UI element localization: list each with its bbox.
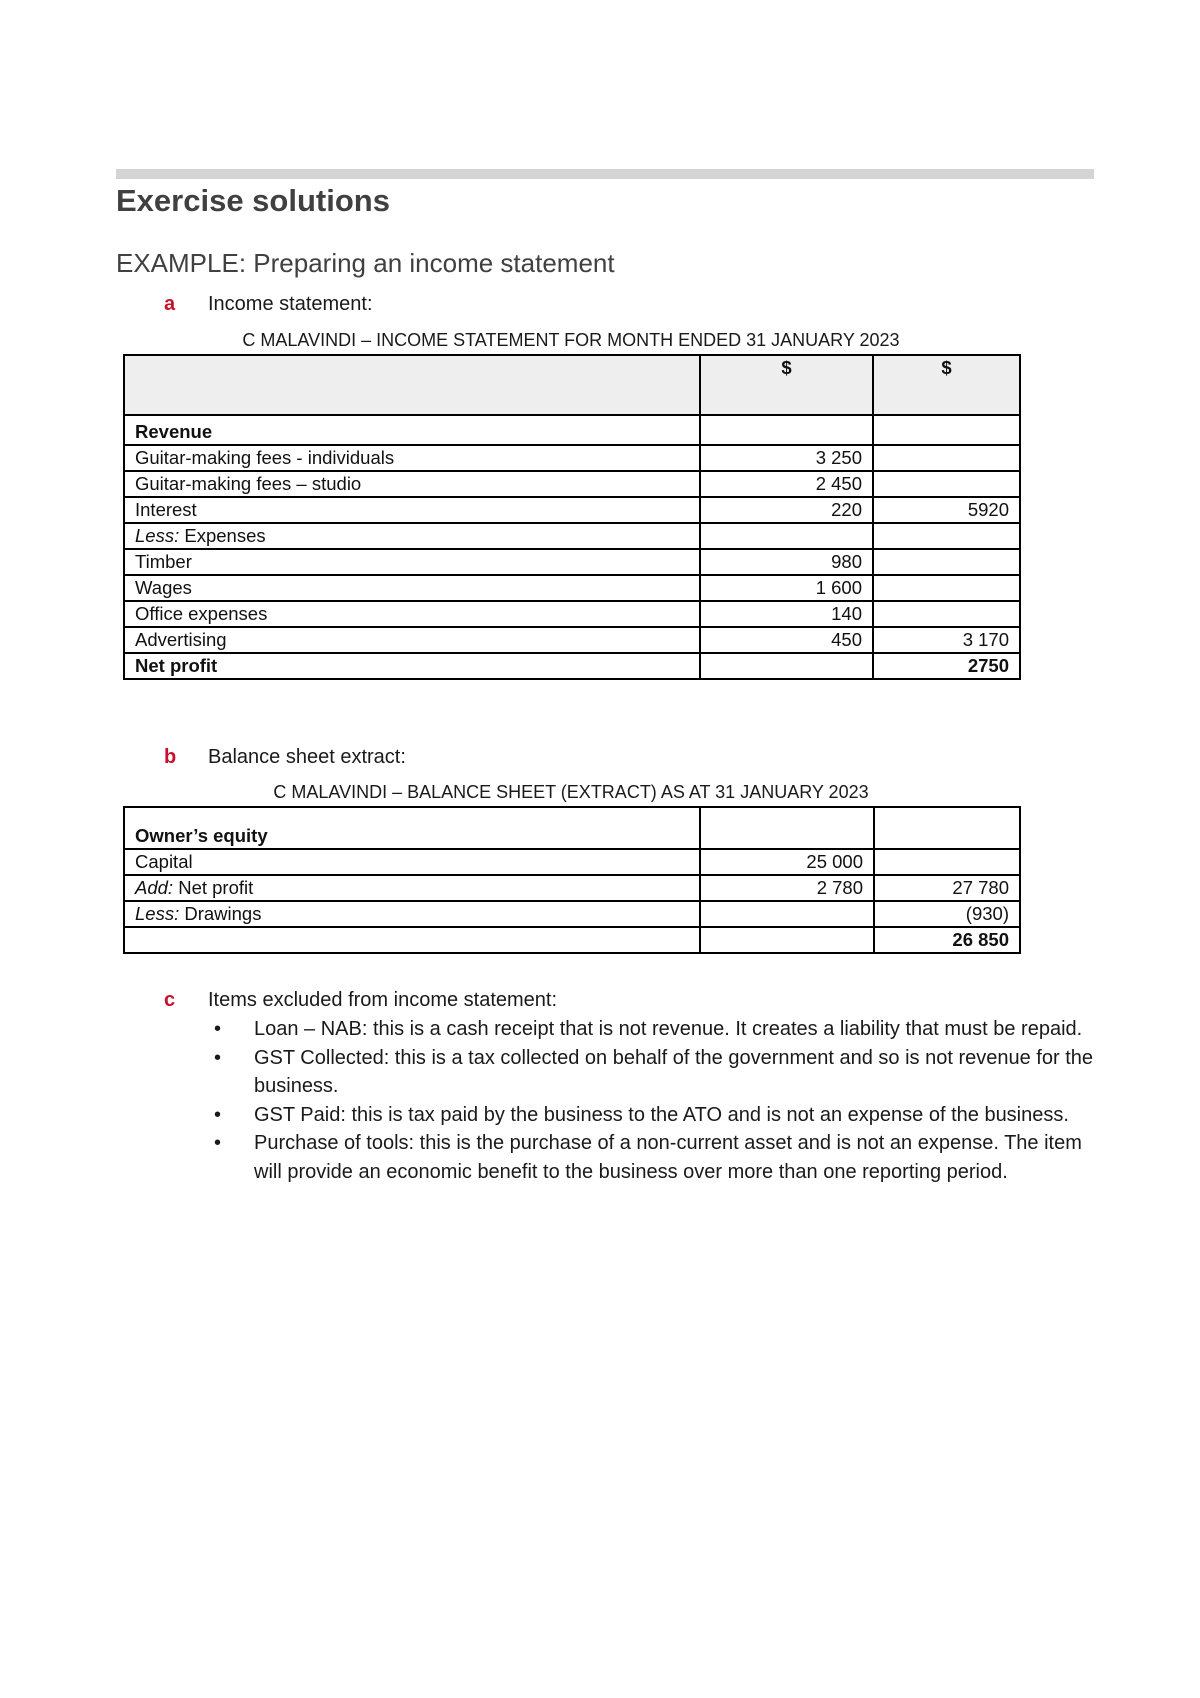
bullet-icon: •: [214, 1018, 222, 1040]
total-row: [124, 927, 1020, 953]
section-heading: EXAMPLE: Preparing an income statement: [116, 248, 615, 278]
part-b-text: Balance sheet extract:: [208, 746, 406, 768]
net-profit-row: [124, 653, 1020, 679]
part-a-label: a: [164, 293, 176, 315]
part-a-text: Income statement:: [208, 293, 373, 315]
table-row: [124, 601, 1020, 627]
less-drawings-label: [124, 901, 700, 927]
table-row: [124, 575, 1020, 601]
less-expenses-label: [124, 523, 700, 549]
row-value-col1: 220: [700, 497, 873, 523]
add-net-profit-label: [124, 875, 700, 901]
capital-label: Capital: [124, 849, 700, 875]
income-statement-table: [123, 354, 1021, 680]
page-title: Exercise solutions: [116, 183, 390, 218]
part-c-label: c: [164, 989, 176, 1011]
row-value-col2: [873, 575, 1020, 601]
capital-value: 25 000: [700, 849, 874, 875]
income-statement-caption: C MALAVINDI – INCOME STATEMENT FOR MONTH ENDED 31 JANUARY 2023: [242, 330, 900, 350]
row-value-col2: 3 170: [873, 627, 1020, 653]
header-rule: [116, 169, 1094, 179]
add-net-profit-value: 2 780: [700, 875, 874, 901]
row-label: Guitar-making fees - individuals: [124, 445, 700, 471]
table-row: [124, 471, 1020, 497]
bullet-icon: •: [214, 1046, 222, 1069]
row-value-col2: [873, 445, 1020, 471]
header-col2: $: [873, 355, 1020, 415]
balance-sheet-caption: C MALAVINDI – BALANCE SHEET (EXTRACT) AS AT 31 JANUARY 2023: [273, 782, 869, 802]
table-row: [124, 849, 1020, 875]
row-label: Timber: [124, 549, 700, 575]
row-value-col2: [873, 549, 1020, 575]
list-item-text: Loan – NAB: this is a cash receipt that is not revenue. It creates a liability that must be repaid.: [254, 1018, 1083, 1040]
row-label: Wages: [124, 575, 700, 601]
part-b-label: b: [164, 746, 177, 768]
list-item: [214, 1101, 1114, 1130]
owners-equity-heading-row: [124, 807, 1020, 849]
row-value-col1: 140: [700, 601, 873, 627]
row-label: Advertising: [124, 627, 700, 653]
balance-sheet-table: [123, 806, 1021, 954]
row-label: Interest: [124, 497, 700, 523]
table-header-row: [124, 355, 1020, 415]
net-profit-label: Net profit: [124, 653, 700, 679]
revenue-heading-row: [124, 415, 1020, 445]
row-value-col1: 980: [700, 549, 873, 575]
row-value-col2: [873, 471, 1020, 497]
table-row: [124, 497, 1020, 523]
less-expenses-row: [124, 523, 1020, 549]
owners-equity-heading: Owner’s equity: [124, 807, 700, 849]
part-c-text: Items excluded from income statement:: [208, 989, 558, 1011]
table-row: [124, 627, 1020, 653]
list-item: [214, 1044, 1114, 1101]
add-label: Net profit: [173, 877, 254, 898]
row-value-col2: 5920: [873, 497, 1020, 523]
list-item: [214, 1129, 1114, 1186]
excluded-items-list: [214, 1015, 1114, 1186]
row-value-col1: 3 250: [700, 445, 873, 471]
header-col1: $: [700, 355, 873, 415]
row-value-col2: [873, 601, 1020, 627]
row-value-col1: 450: [700, 627, 873, 653]
row-value-col1: 2 450: [700, 471, 873, 497]
less-prefix: Less:: [135, 903, 180, 924]
add-subtotal-value: 27 780: [874, 875, 1020, 901]
row-value-col1: 1 600: [700, 575, 873, 601]
list-item: [214, 1015, 1114, 1044]
less-prefix: Less:: [135, 525, 180, 546]
header-label-cell: [124, 355, 700, 415]
list-item-text: GST Paid: this is tax paid by the business to the ATO and is not an expense of the business.: [254, 1103, 1069, 1126]
row-label: Guitar-making fees – studio: [124, 471, 700, 497]
bullet-icon: •: [214, 1132, 222, 1154]
bullet-icon: •: [214, 1103, 222, 1126]
list-item-text: Purchase of tools: this is the purchase of a non-current asset and is not an expense. The item will provide an economic benefit to the business over more than one reporting period.: [254, 1132, 1082, 1183]
list-item-text: GST Collected: this is a tax collected on behalf of the government and so is not revenue for the business.: [254, 1046, 1094, 1097]
table-row: [124, 445, 1020, 471]
row-label: Office expenses: [124, 601, 700, 627]
less-label: Drawings: [179, 903, 262, 924]
table-row: [124, 875, 1020, 901]
table-row: [124, 901, 1020, 927]
add-prefix: Add:: [135, 877, 174, 898]
net-profit-value: 2750: [873, 653, 1020, 679]
less-label: Expenses: [179, 525, 266, 546]
drawings-value: (930): [874, 901, 1020, 927]
revenue-heading: Revenue: [124, 415, 700, 445]
owners-equity-total: 26 850: [874, 927, 1020, 953]
table-row: [124, 549, 1020, 575]
